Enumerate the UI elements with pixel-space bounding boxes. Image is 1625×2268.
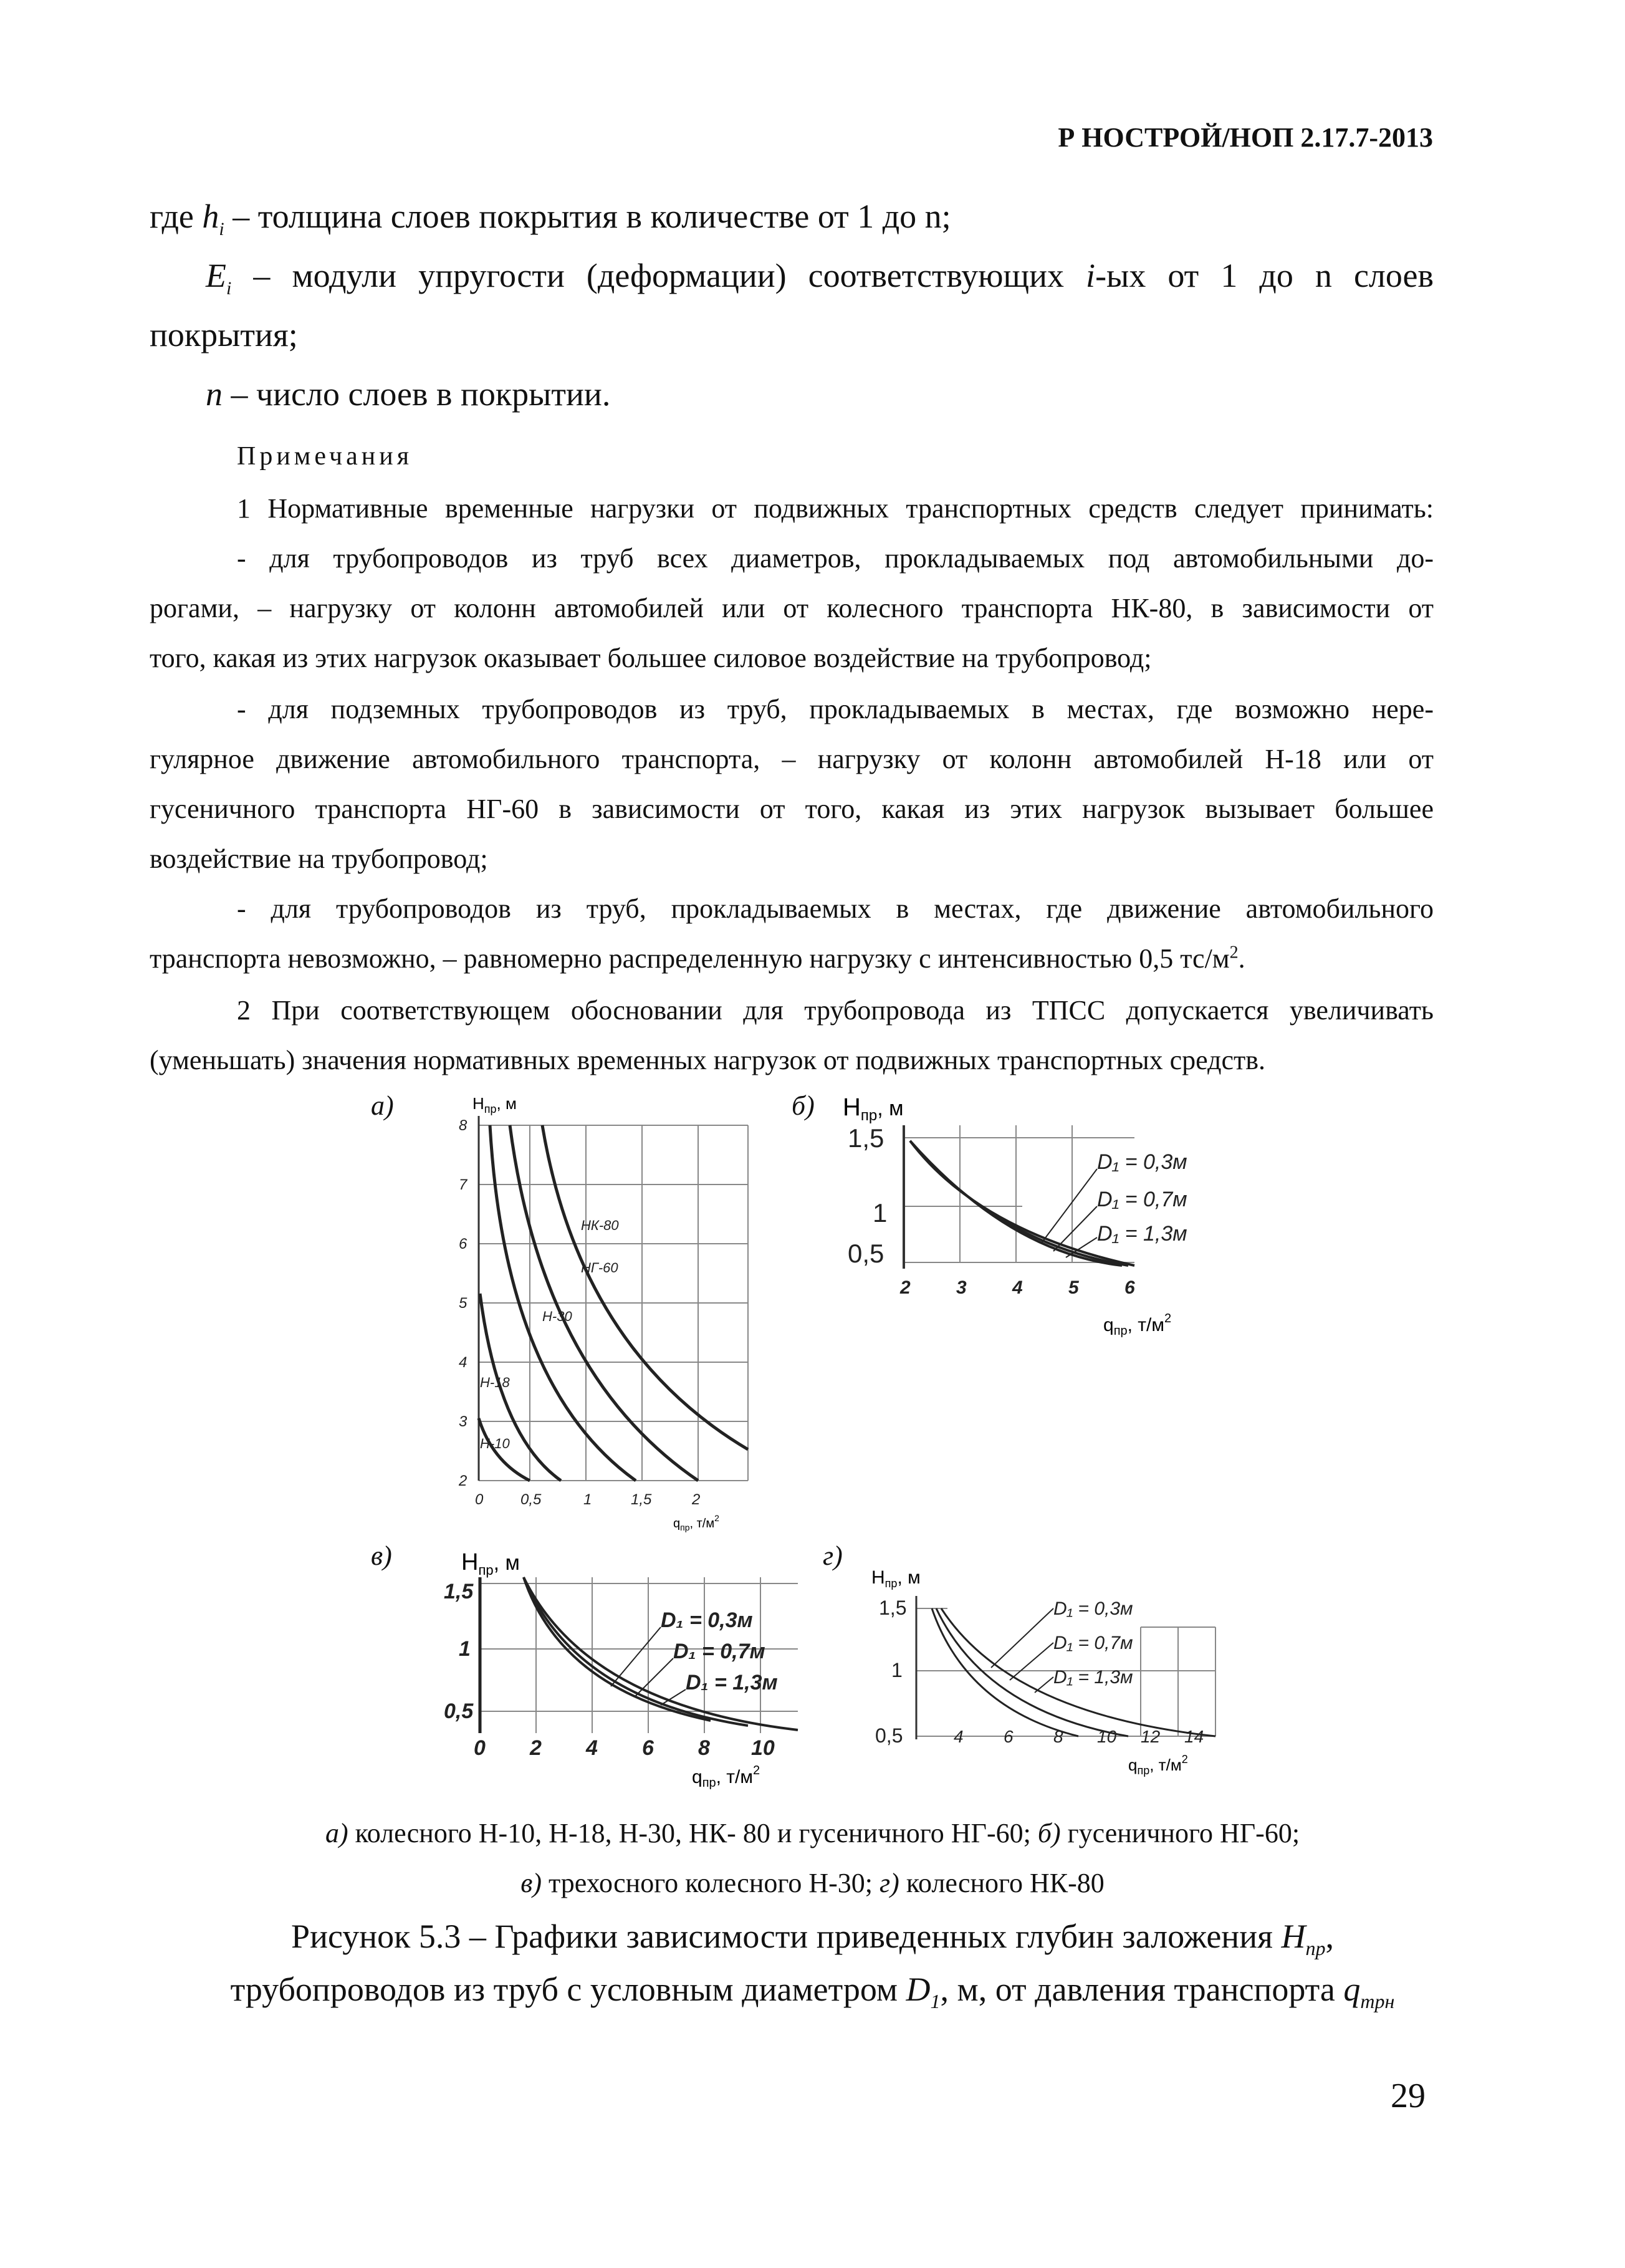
svg-text:6: 6 bbox=[642, 1736, 654, 1760]
note-1-b-l1: - для подземных трубопроводов из труб, прокладываемых в местах, где возможно нере- bbox=[237, 694, 1434, 724]
chart-d-yticks bbox=[875, 1597, 906, 1747]
svg-text:0,5: 0,5 bbox=[875, 1724, 903, 1747]
svg-text:2: 2 bbox=[692, 1491, 701, 1508]
svg-text:1,5: 1,5 bbox=[879, 1597, 907, 1619]
definition-h: где $h_i$ – толщина слоев покрытия в количестве от 1 до n; bbox=[150, 198, 951, 239]
svg-text:0: 0 bbox=[474, 1736, 486, 1760]
chart-b-ylabel: $Н_{пр}^{, м}$ bbox=[843, 1093, 904, 1124]
note-1-a-l1: - для трубопроводов из труб всех диаметров, прокладываемых под автомобильными до- bbox=[237, 543, 1434, 574]
svg-text:2: 2 bbox=[900, 1277, 911, 1298]
note-1-a-l2: рогами, – нагрузку от колонн автомобилей или от колесного транспорта НК-80, в зависимости от bbox=[150, 593, 1434, 623]
svg-text:3: 3 bbox=[956, 1277, 967, 1298]
svg-text:D₁ = 1,3м: D₁ = 1,3м bbox=[1053, 1667, 1133, 1688]
svg-text:D₁ = 1,3м: D₁ = 1,3м bbox=[686, 1671, 778, 1694]
panel-a-label: а) bbox=[371, 1090, 394, 1121]
chart-c-svg bbox=[436, 1540, 835, 1789]
svg-text:1: 1 bbox=[891, 1659, 903, 1681]
svg-text:1: 1 bbox=[873, 1198, 888, 1228]
note-1-b-l3: гусеничного транспорта НГ-60 в зависимости от того, какая из этих нагрузок вызывает большее bbox=[150, 794, 1434, 824]
svg-text:4: 4 bbox=[586, 1736, 598, 1760]
chart-d-curve-labels bbox=[1053, 1598, 1133, 1688]
page-number: 29 bbox=[1391, 2077, 1426, 2115]
svg-text:D₁ = 0,3м: D₁ = 0,3м bbox=[1097, 1150, 1187, 1174]
chart-c bbox=[436, 1540, 835, 1792]
chart-c-yticks bbox=[444, 1580, 474, 1723]
chart-c-ylabel: $Н_{пр}$, м bbox=[461, 1549, 520, 1578]
document-header: Р НОСТРОЙ/НОП 2.17.7-2013 bbox=[1058, 122, 1433, 153]
svg-text:D₁ = 0,7м: D₁ = 0,7м bbox=[1097, 1188, 1187, 1211]
svg-text:14: 14 bbox=[1184, 1727, 1204, 1746]
chart-d bbox=[866, 1559, 1253, 1799]
note-1-b-l2: гулярное движение автомобильного транспорта, – нагрузку от колонн автомобилей Н-18 или от bbox=[150, 744, 1434, 774]
svg-text:1: 1 bbox=[583, 1491, 592, 1508]
chart-d-leaders bbox=[991, 1608, 1053, 1693]
panel-b-label: б) bbox=[792, 1090, 815, 1121]
figure-legend-line-1: а) колесного Н-10, Н-18, Н-30, НК- 80 и гусеничного НГ-60; б) гусеничного НГ-60; bbox=[325, 1818, 1300, 1848]
chart-c-xlabel: $q_{пр}$, $т/м^2$ bbox=[692, 1764, 760, 1789]
svg-text:10: 10 bbox=[751, 1736, 775, 1760]
svg-text:8: 8 bbox=[459, 1117, 467, 1134]
svg-text:D₁ = 1,3м: D₁ = 1,3м bbox=[1097, 1222, 1187, 1246]
chart-b-curve-labels bbox=[1097, 1150, 1187, 1246]
svg-text:5: 5 bbox=[1068, 1277, 1079, 1298]
svg-text:0,5: 0,5 bbox=[848, 1239, 884, 1268]
svg-text:1,5: 1,5 bbox=[444, 1580, 474, 1603]
definition-n: n – число слоев в покрытии. bbox=[206, 375, 611, 413]
svg-text:D₁ = 0,7м: D₁ = 0,7м bbox=[673, 1640, 765, 1663]
svg-text:1,5: 1,5 bbox=[631, 1491, 652, 1508]
svg-text:D₁ = 0,7м: D₁ = 0,7м bbox=[1053, 1633, 1133, 1653]
note-1-b-l4: воздействие на трубопровод; bbox=[150, 843, 488, 874]
note-1-c-l2: транспорта невозможно, – равномерно распределенную нагрузку с интенсивностью 0,5 $тс/м^2$. bbox=[150, 943, 1245, 974]
svg-text:12: 12 bbox=[1141, 1727, 1161, 1746]
chart-b-xlabel: $q_{пр}$, $т/м^2$ bbox=[1103, 1312, 1172, 1338]
chart-d-ylabel: $Н_{пр}$, м bbox=[871, 1567, 921, 1590]
svg-text:0,5: 0,5 bbox=[444, 1699, 474, 1723]
svg-text:4: 4 bbox=[1012, 1277, 1023, 1298]
svg-text:3: 3 bbox=[459, 1413, 467, 1430]
curve-d07 bbox=[910, 1141, 1128, 1266]
svg-text:Н-18: Н-18 bbox=[480, 1375, 510, 1390]
svg-text:4: 4 bbox=[954, 1727, 964, 1746]
svg-text:2: 2 bbox=[530, 1736, 542, 1760]
svg-text:НК-80: НК-80 bbox=[581, 1218, 619, 1233]
definition-e: $E_i$ – модули упругости (деформации) соответствующих i-ых от 1 до n слоев bbox=[206, 257, 1434, 299]
chart-a-ylabel: $Н_{пр}$, м bbox=[472, 1094, 517, 1115]
svg-text:D₁ = 0,3м: D₁ = 0,3м bbox=[1053, 1598, 1133, 1619]
note-2-l2: (уменьшать) значения нормативных временных нагрузок от подвижных транспортных средств. bbox=[150, 1045, 1266, 1075]
svg-text:6: 6 bbox=[459, 1236, 467, 1252]
chart-a-xlabel: $q_{пр}$, $т/м^2$ bbox=[673, 1513, 719, 1532]
svg-text:2: 2 bbox=[459, 1473, 467, 1489]
svg-text:НГ-60: НГ-60 bbox=[581, 1260, 618, 1276]
chart-a-xticks bbox=[475, 1491, 700, 1508]
svg-text:10: 10 bbox=[1097, 1727, 1117, 1746]
chart-b-yticks bbox=[848, 1123, 887, 1268]
panel-c-label: в) bbox=[371, 1540, 392, 1571]
chart-c-xticks bbox=[474, 1736, 775, 1760]
figure-title-line-1: Рисунок 5.3 – Графики зависимости приведенных глубин заложения $Н_{пр}$, bbox=[291, 1918, 1334, 1959]
svg-text:1: 1 bbox=[459, 1637, 471, 1661]
svg-text:0,5: 0,5 bbox=[520, 1491, 542, 1508]
chart-a bbox=[436, 1088, 760, 1540]
svg-text:8: 8 bbox=[698, 1736, 710, 1760]
figure-legend-line-2: в) трехосного колесного Н-30; г) колесного НК-80 bbox=[520, 1868, 1105, 1898]
chart-b-xticks bbox=[899, 1277, 1135, 1298]
curve-nk80 bbox=[542, 1125, 748, 1449]
svg-text:0: 0 bbox=[475, 1491, 484, 1508]
svg-text:6: 6 bbox=[1004, 1727, 1014, 1746]
svg-text:7: 7 bbox=[459, 1176, 467, 1193]
chart-a-svg bbox=[436, 1088, 760, 1537]
chart-b-svg bbox=[835, 1088, 1234, 1350]
definition-e-cont: покрытия; bbox=[150, 316, 298, 353]
note-1: 1 Нормативные временные нагрузки от подвижных транспортных средств следует принимать: bbox=[237, 493, 1434, 524]
note-1-c-l1: - для трубопроводов из труб, прокладываемых в местах, где движение автомобильного bbox=[237, 893, 1434, 924]
svg-text:1,5: 1,5 bbox=[848, 1123, 884, 1153]
chart-a-curve-labels bbox=[480, 1218, 619, 1451]
figure-title-line-2: трубопроводов из труб с условным диаметром $D_1$, м, от давления транспорта $q_{трн}$ bbox=[230, 1971, 1395, 2012]
svg-text:5: 5 bbox=[459, 1295, 467, 1312]
chart-a-yticks bbox=[458, 1117, 468, 1489]
note-1-a-l3: того, какая из этих нагрузок оказывает большее силовое воздействие на трубопровод; bbox=[150, 643, 1152, 673]
chart-d-xlabel: $q_{пр}$, $т/м^2$ bbox=[1128, 1753, 1188, 1777]
svg-text:D₁ = 0,3м: D₁ = 0,3м bbox=[661, 1608, 753, 1632]
chart-b bbox=[835, 1088, 1234, 1353]
svg-text:6: 6 bbox=[1124, 1277, 1135, 1298]
chart-d-svg bbox=[866, 1559, 1253, 1795]
note-2-l1: 2 При соответствующем обосновании для трубопровода из ТПСС допускается увеличивать bbox=[237, 995, 1434, 1026]
notes-title: Примечания bbox=[237, 442, 413, 471]
panel-d-label: г) bbox=[823, 1540, 843, 1571]
svg-text:8: 8 bbox=[1053, 1727, 1063, 1746]
svg-text:4: 4 bbox=[459, 1354, 467, 1371]
svg-text:Н-30: Н-30 bbox=[542, 1309, 572, 1324]
svg-text:Н-10: Н-10 bbox=[480, 1436, 510, 1451]
